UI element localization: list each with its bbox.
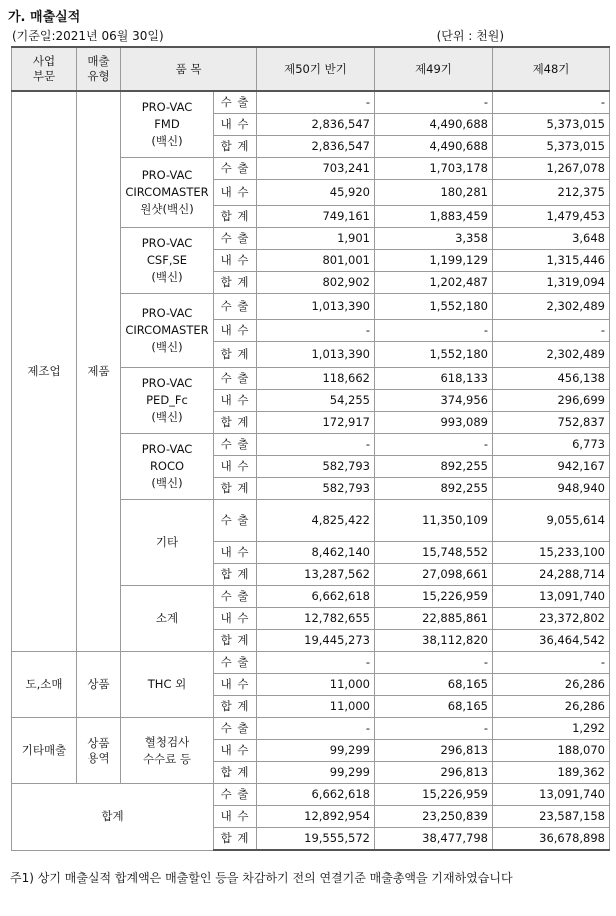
header-item: 품 목 — [121, 47, 257, 91]
value-cell: 2,836,547 — [257, 136, 375, 158]
row-type-domestic: 내 수 — [214, 542, 257, 564]
sales-table — [11, 46, 610, 851]
value-cell: 38,477,798 — [375, 828, 493, 851]
row-type-domestic: 내 수 — [214, 180, 257, 206]
value-cell: 4,825,422 — [257, 500, 375, 542]
value-cell: 19,555,572 — [257, 828, 375, 851]
value-cell: 296,813 — [375, 762, 493, 784]
row-type-export: 수 출 — [214, 158, 257, 180]
header-sales-type: 매출 유형 — [77, 47, 121, 91]
value-cell: 892,255 — [375, 456, 493, 478]
row-type-domestic: 내 수 — [214, 390, 257, 412]
value-cell: 15,226,959 — [375, 784, 493, 806]
row-type-export: 수 출 — [214, 294, 257, 320]
value-cell: 296,813 — [375, 740, 493, 762]
row-type-total: 합 계 — [214, 206, 257, 228]
base-date: (기준일:2021년 06월 30일) — [12, 29, 164, 43]
value-cell: 1,703,178 — [375, 158, 493, 180]
value-cell: 993,089 — [375, 412, 493, 434]
value-cell: 801,001 — [257, 250, 375, 272]
value-cell: 1,552,180 — [375, 294, 493, 320]
product-name: THC 외 — [121, 652, 214, 718]
table-row — [12, 652, 610, 674]
value-cell: - — [375, 652, 493, 674]
header-segment: 사업 부문 — [12, 47, 77, 91]
value-cell: 582,793 — [257, 456, 375, 478]
value-cell: - — [257, 320, 375, 342]
value-cell: - — [375, 434, 493, 456]
value-cell: 9,055,614 — [493, 500, 610, 542]
value-cell: - — [257, 91, 375, 114]
value-cell: 6,662,618 — [257, 784, 375, 806]
row-type-export: 수 출 — [214, 718, 257, 740]
header-period-49: 제49기 — [375, 47, 493, 91]
value-cell: 802,902 — [257, 272, 375, 294]
value-cell: - — [257, 718, 375, 740]
value-cell: 23,372,802 — [493, 608, 610, 630]
value-cell: 1,552,180 — [375, 342, 493, 368]
value-cell: 1,267,078 — [493, 158, 610, 180]
value-cell: 296,699 — [493, 390, 610, 412]
row-type-domestic: 내 수 — [214, 806, 257, 828]
value-cell: 212,375 — [493, 180, 610, 206]
row-type-total: 합 계 — [214, 342, 257, 368]
row-type-domestic: 내 수 — [214, 740, 257, 762]
value-cell: 1,315,446 — [493, 250, 610, 272]
row-type-total: 합 계 — [214, 630, 257, 652]
row-type-total: 합 계 — [214, 696, 257, 718]
row-type-export: 수 출 — [214, 586, 257, 608]
value-cell: 45,920 — [257, 180, 375, 206]
value-cell: 456,138 — [493, 368, 610, 390]
value-cell: 118,662 — [257, 368, 375, 390]
row-type-domestic: 내 수 — [214, 250, 257, 272]
value-cell: 11,000 — [257, 696, 375, 718]
value-cell: 12,782,655 — [257, 608, 375, 630]
value-cell: 99,299 — [257, 740, 375, 762]
footnote: 주1) 상기 매출실적 합계액은 매출할인 등을 차감하기 전의 연결기준 매출총액을 기재하였습니다 — [10, 871, 513, 885]
row-type-export: 수 출 — [214, 434, 257, 456]
product-name: PRO-VAC FMD (백신) — [121, 91, 214, 158]
value-cell: 11,350,109 — [375, 500, 493, 542]
value-cell: 27,098,661 — [375, 564, 493, 586]
header-period-48: 제48기 — [493, 47, 610, 91]
header-period-50: 제50기 반기 — [257, 47, 375, 91]
table-body — [12, 91, 610, 850]
segment-cell: 기타매출 — [12, 718, 77, 784]
value-cell: 3,648 — [493, 228, 610, 250]
sales-type-cell: 상품 용역 — [77, 718, 121, 784]
value-cell: 180,281 — [375, 180, 493, 206]
value-cell: 12,892,954 — [257, 806, 375, 828]
value-cell: 36,678,898 — [493, 828, 610, 851]
row-type-total: 합 계 — [214, 412, 257, 434]
table-row — [12, 784, 610, 806]
value-cell: 5,373,015 — [493, 136, 610, 158]
value-cell: - — [375, 320, 493, 342]
row-type-export: 수 출 — [214, 368, 257, 390]
value-cell: 703,241 — [257, 158, 375, 180]
value-cell: 15,748,552 — [375, 542, 493, 564]
segment-cell: 도,소매 — [12, 652, 77, 718]
product-name: PRO-VAC CIRCOMASTER (백신) — [121, 294, 214, 368]
value-cell: 13,091,740 — [493, 784, 610, 806]
row-type-domestic: 내 수 — [214, 674, 257, 696]
value-cell: 374,956 — [375, 390, 493, 412]
value-cell: 36,464,542 — [493, 630, 610, 652]
value-cell: 1,292 — [493, 718, 610, 740]
value-cell: 189,362 — [493, 762, 610, 784]
row-type-export: 수 출 — [214, 784, 257, 806]
value-cell: 13,287,562 — [257, 564, 375, 586]
product-name: 기타 — [121, 500, 214, 586]
unit-label: (단위 : 천원) — [436, 29, 504, 43]
value-cell: 1,013,390 — [257, 294, 375, 320]
value-cell: 8,462,140 — [257, 542, 375, 564]
row-type-total: 합 계 — [214, 828, 257, 851]
row-type-export: 수 출 — [214, 500, 257, 542]
value-cell: - — [257, 652, 375, 674]
row-type-domestic: 내 수 — [214, 456, 257, 478]
row-type-domestic: 내 수 — [214, 114, 257, 136]
sales-type-cell: 상품 — [77, 652, 121, 718]
row-type-export: 수 출 — [214, 91, 257, 114]
value-cell: 68,165 — [375, 674, 493, 696]
row-type-total: 합 계 — [214, 272, 257, 294]
product-name: 소계 — [121, 586, 214, 652]
value-cell: 942,167 — [493, 456, 610, 478]
value-cell: 23,587,158 — [493, 806, 610, 828]
value-cell: 15,233,100 — [493, 542, 610, 564]
product-name: PRO-VAC CIRCOMASTER 원샷(백신) — [121, 158, 214, 228]
section-title: 가. 매출실적 — [8, 10, 81, 25]
value-cell: - — [375, 718, 493, 740]
value-cell: 4,490,688 — [375, 136, 493, 158]
value-cell: 11,000 — [257, 674, 375, 696]
value-cell: 6,662,618 — [257, 586, 375, 608]
value-cell: 26,286 — [493, 696, 610, 718]
segment-cell: 제조업 — [12, 91, 77, 652]
row-type-export: 수 출 — [214, 652, 257, 674]
value-cell: 2,836,547 — [257, 114, 375, 136]
value-cell: 188,070 — [493, 740, 610, 762]
row-type-total: 합 계 — [214, 478, 257, 500]
header-row — [12, 47, 610, 91]
value-cell: 892,255 — [375, 478, 493, 500]
table-row — [12, 718, 610, 740]
value-cell: 172,917 — [257, 412, 375, 434]
row-type-total: 합 계 — [214, 136, 257, 158]
value-cell: 948,940 — [493, 478, 610, 500]
value-cell: 1,202,487 — [375, 272, 493, 294]
value-cell: 38,112,820 — [375, 630, 493, 652]
product-name: PRO-VAC CSF,SE (백신) — [121, 228, 214, 294]
value-cell: 15,226,959 — [375, 586, 493, 608]
value-cell: 1,901 — [257, 228, 375, 250]
row-type-domestic: 내 수 — [214, 320, 257, 342]
product-name: PRO-VAC PED_Fc (백신) — [121, 368, 214, 434]
value-cell: - — [493, 652, 610, 674]
value-cell: - — [257, 434, 375, 456]
table-info — [12, 27, 602, 45]
value-cell: 19,445,273 — [257, 630, 375, 652]
product-name: PRO-VAC ROCO (백신) — [121, 434, 214, 500]
value-cell: - — [493, 91, 610, 114]
value-cell: 752,837 — [493, 412, 610, 434]
value-cell: 1,479,453 — [493, 206, 610, 228]
product-name: 혈청검사 수수료 등 — [121, 718, 214, 784]
value-cell: 1,883,459 — [375, 206, 493, 228]
sales-type-cell: 제품 — [77, 91, 121, 652]
value-cell: 26,286 — [493, 674, 610, 696]
value-cell: 2,302,489 — [493, 342, 610, 368]
value-cell: - — [375, 91, 493, 114]
row-type-export: 수 출 — [214, 228, 257, 250]
row-type-total: 합 계 — [214, 564, 257, 586]
value-cell: 582,793 — [257, 478, 375, 500]
table-row — [12, 91, 610, 114]
value-cell: - — [493, 320, 610, 342]
value-cell: 5,373,015 — [493, 114, 610, 136]
row-type-total: 합 계 — [214, 762, 257, 784]
grand-total-label: 합계 — [12, 784, 214, 851]
value-cell: 1,319,094 — [493, 272, 610, 294]
value-cell: 3,358 — [375, 228, 493, 250]
value-cell: 99,299 — [257, 762, 375, 784]
value-cell: 24,288,714 — [493, 564, 610, 586]
value-cell: 22,885,861 — [375, 608, 493, 630]
value-cell: 1,013,390 — [257, 342, 375, 368]
value-cell: 4,490,688 — [375, 114, 493, 136]
value-cell: 68,165 — [375, 696, 493, 718]
value-cell: 2,302,489 — [493, 294, 610, 320]
value-cell: 618,133 — [375, 368, 493, 390]
value-cell: 1,199,129 — [375, 250, 493, 272]
value-cell: 54,255 — [257, 390, 375, 412]
value-cell: 13,091,740 — [493, 586, 610, 608]
row-type-domestic: 내 수 — [214, 608, 257, 630]
value-cell: 23,250,839 — [375, 806, 493, 828]
value-cell: 749,161 — [257, 206, 375, 228]
value-cell: 6,773 — [493, 434, 610, 456]
